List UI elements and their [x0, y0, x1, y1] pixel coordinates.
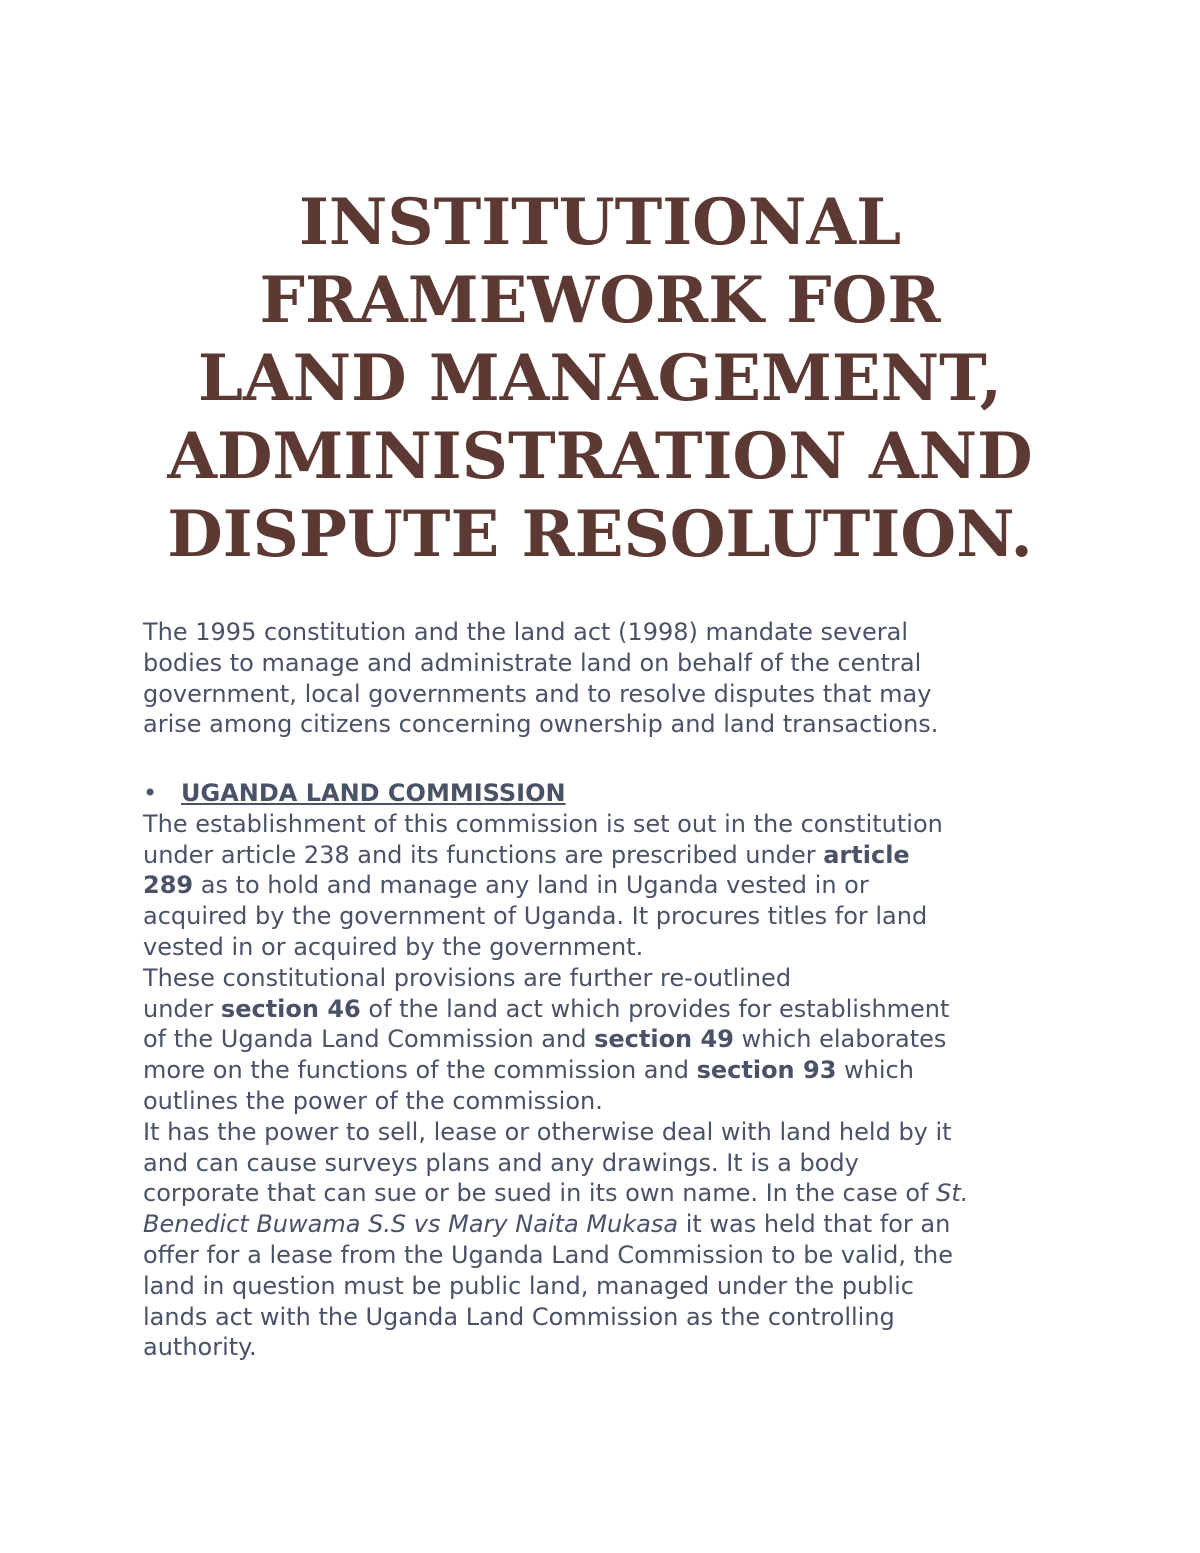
text-line: lands act with the Uganda Land Commission as the controlling	[143, 1302, 895, 1331]
title-line: INSTITUTIONAL	[298, 185, 902, 260]
bold-reference: 289	[143, 871, 194, 900]
uganda-land-commission-section	[143, 778, 1063, 1363]
text-line: outlines the power of the commission.	[143, 1086, 603, 1115]
bold-reference: article	[823, 840, 910, 869]
title-line: ADMINISTRATION AND	[167, 419, 1033, 494]
text-line: These constitutional provisions are further re-outlined	[143, 963, 792, 992]
text-line	[143, 1024, 1063, 1055]
text-line	[143, 870, 1063, 901]
intro-paragraph	[143, 617, 1063, 740]
text-run: corporate that can sue or be sued in its own name. In the case of	[143, 1179, 937, 1208]
case-name: St.	[936, 1179, 969, 1208]
text-line: authority.	[143, 1333, 257, 1362]
text-run: more on the functions of the commission and	[143, 1056, 697, 1085]
text-run: which elaborates	[733, 1025, 947, 1054]
text-line: arise among citizens concerning ownership and land transactions.	[143, 710, 939, 739]
text-line: acquired by the government of Uganda. It procures titles for land	[143, 902, 928, 931]
text-line: It has the power to sell, lease or otherwise deal with land held by it	[143, 1117, 952, 1146]
section-heading-row	[143, 778, 1063, 809]
text-run: which	[836, 1056, 914, 1085]
title-line: FRAMEWORK FOR	[259, 263, 941, 338]
text-line: and can cause surveys plans and any drawings. It is a body	[143, 1148, 859, 1177]
bold-reference: section 46	[220, 994, 361, 1023]
bold-reference: section 93	[696, 1056, 837, 1085]
text-line: government, local governments and to resolve disputes that may	[143, 679, 932, 708]
text-line: vested in or acquired by the government.	[143, 932, 644, 961]
section-heading: UGANDA LAND COMMISSION	[181, 779, 566, 807]
text-run: of the land act which provides for establishment	[360, 994, 950, 1023]
case-name: Benedict Buwama S.S vs Mary Naita Mukasa	[143, 1210, 679, 1239]
text-run: it was held that for an	[678, 1210, 951, 1239]
document-title	[100, 184, 1100, 574]
text-run: under	[143, 994, 221, 1023]
text-line: offer for a lease from the Uganda Land Commission to be valid, the	[143, 1240, 953, 1269]
text-run: under article 238 and its functions are prescribed under	[143, 840, 824, 869]
text-line	[143, 994, 1063, 1025]
title-line: DISPUTE RESOLUTION.	[167, 497, 1033, 572]
text-run: of the Uganda Land Commission and	[143, 1025, 595, 1054]
text-line: bodies to manage and administrate land on behalf of the central	[143, 648, 922, 677]
text-line: The establishment of this commission is set out in the constitution	[143, 809, 943, 838]
bullet-icon: •	[143, 779, 158, 807]
text-line	[143, 1055, 1063, 1086]
bold-reference: section 49	[594, 1025, 734, 1054]
text-line: The 1995 constitution and the land act (1998) mandate several	[143, 618, 909, 646]
text-run: as to hold and manage any land in Uganda vested in or	[193, 871, 869, 900]
text-line	[143, 1178, 1063, 1209]
text-line: land in question must be public land, managed under the public	[143, 1271, 914, 1300]
title-line: LAND MANAGEMENT,	[197, 341, 1003, 416]
text-line	[143, 840, 1063, 871]
text-line	[143, 1209, 1063, 1240]
